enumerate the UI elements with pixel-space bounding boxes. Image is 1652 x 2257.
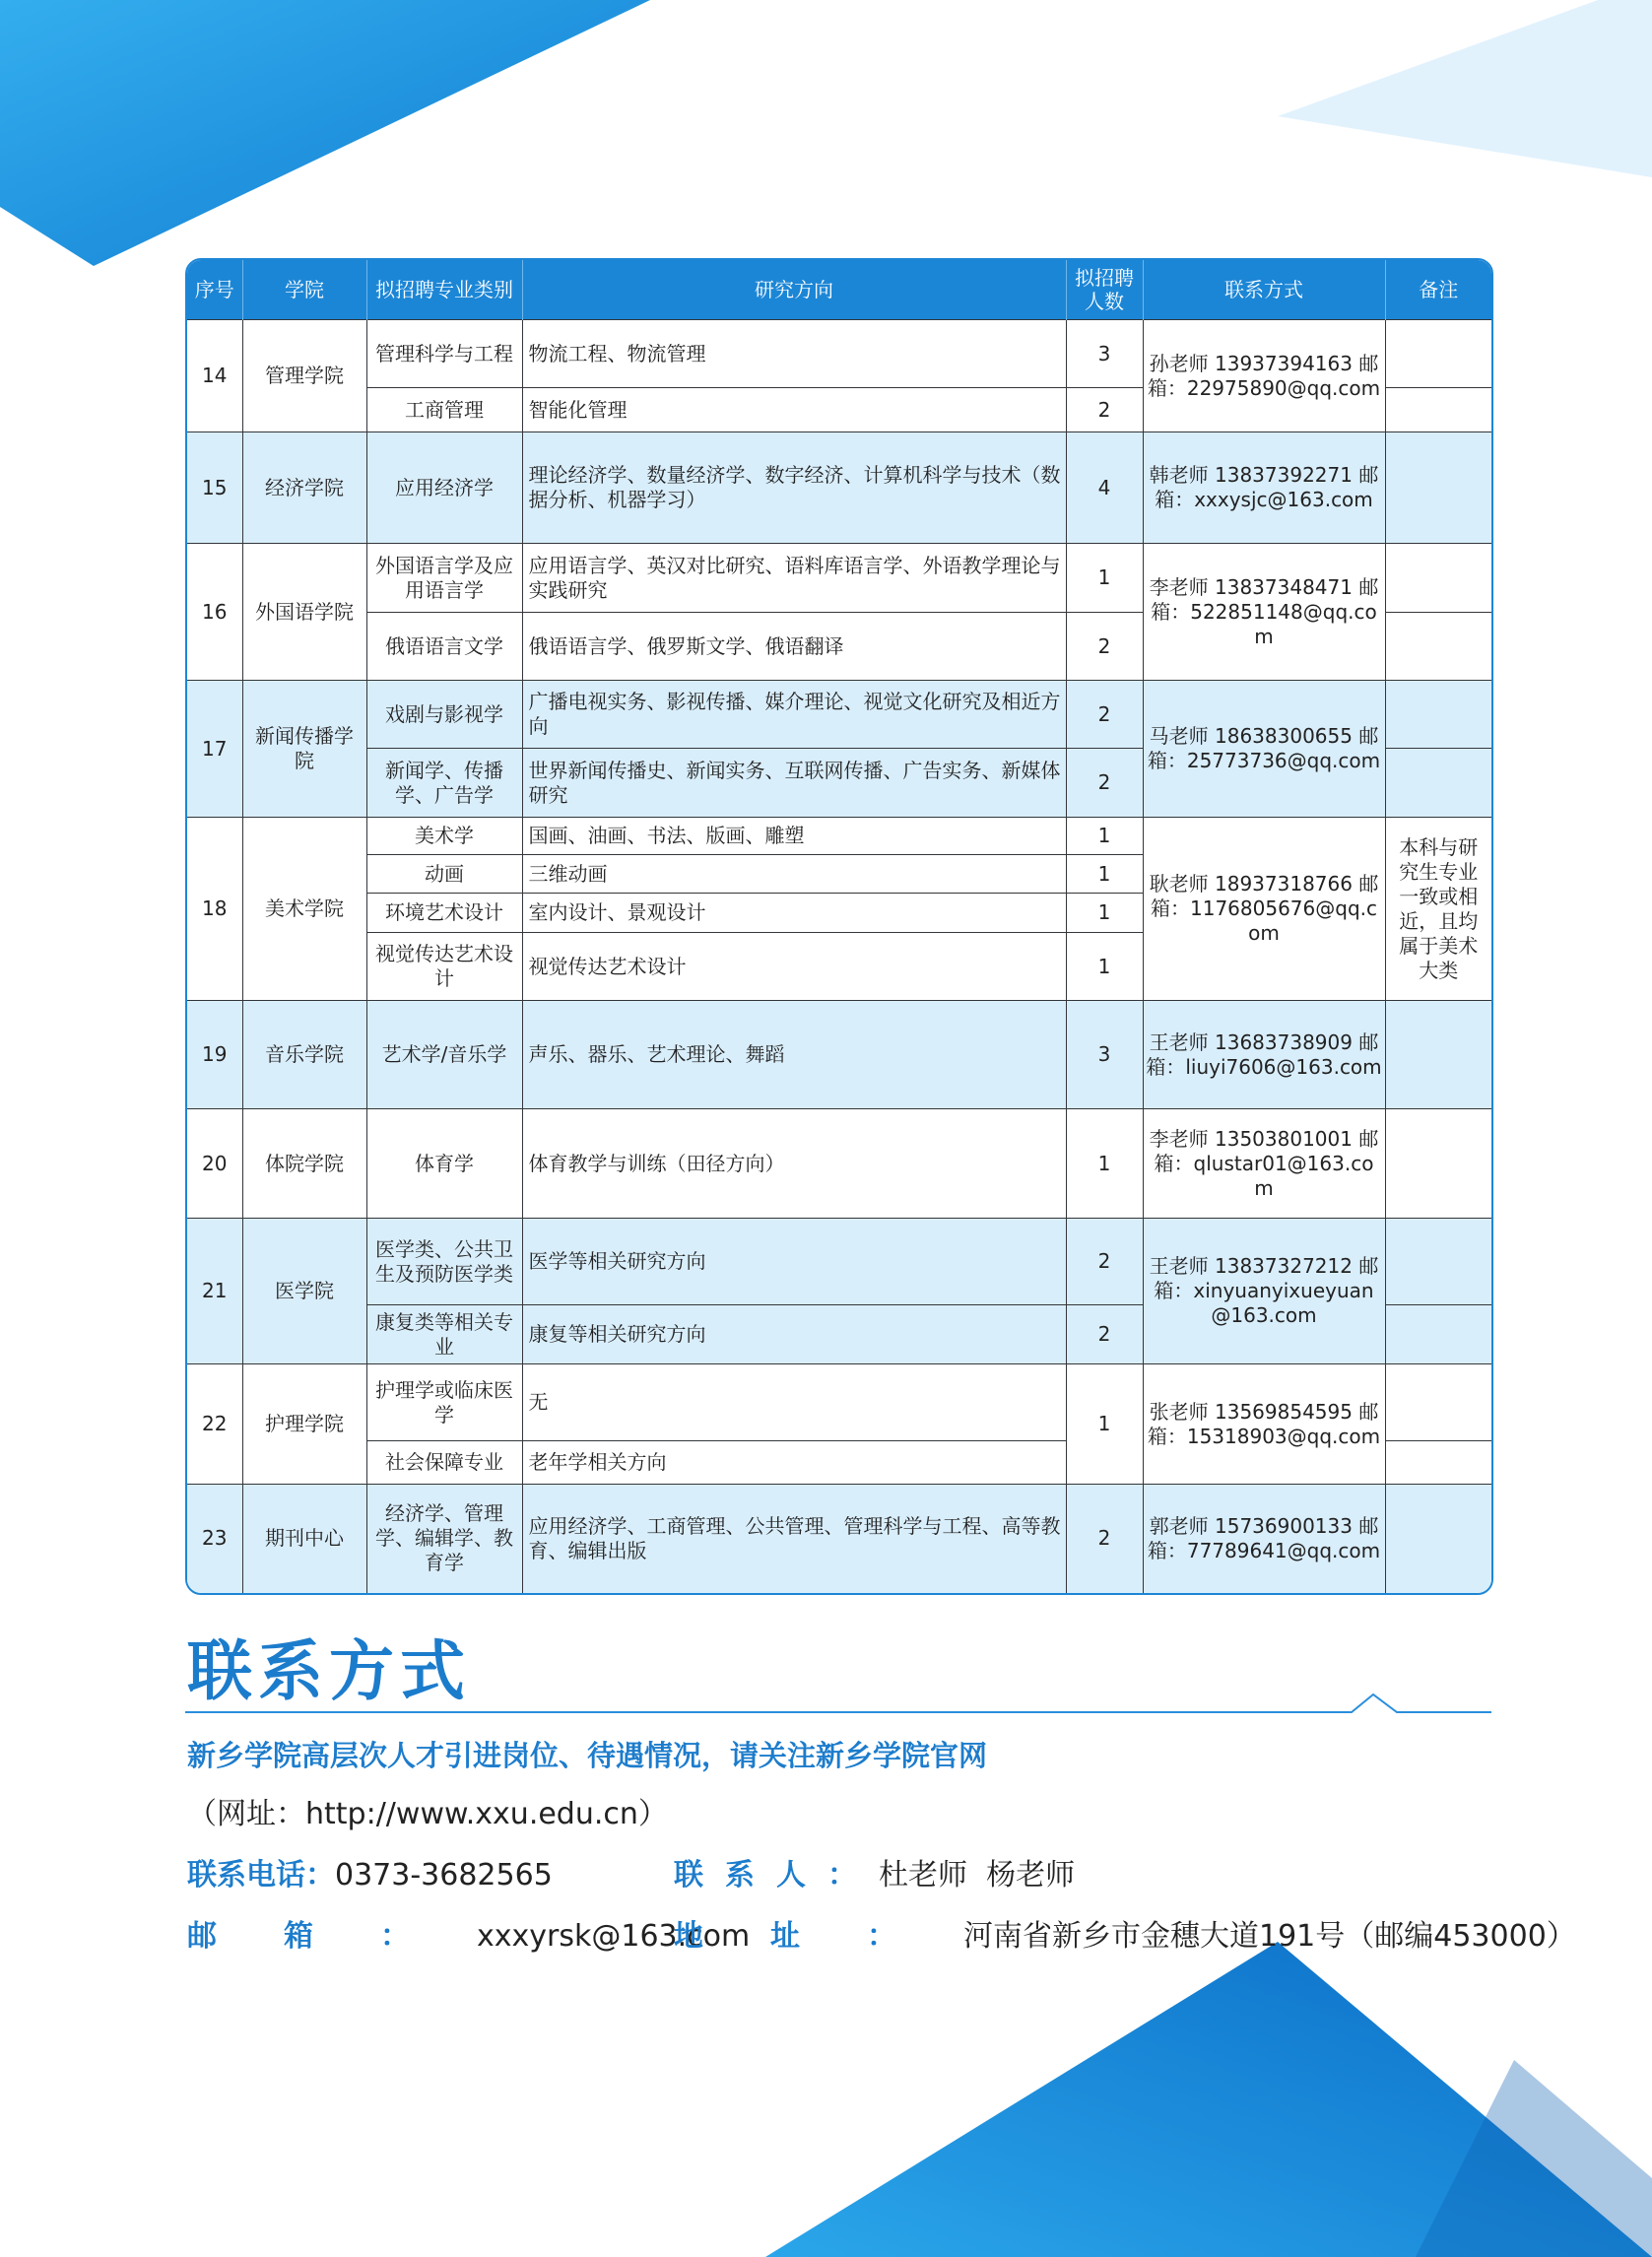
row-college: 护理学院 (242, 1364, 366, 1485)
row-direction: 体育教学与训练（田径方向） (522, 1109, 1066, 1219)
row-remark (1385, 544, 1491, 613)
row-direction: 智能化管理 (522, 388, 1066, 432)
table-row (187, 1485, 1491, 1593)
row-contact: 韩老师 13837392271 邮箱：xxxysjc@163.com (1143, 432, 1385, 544)
row-college: 美术学院 (242, 818, 366, 1001)
row-major: 环境艺术设计 (366, 894, 522, 933)
row-college: 体院学院 (242, 1109, 366, 1219)
address-label: 地址： (674, 1919, 963, 1954)
row-count: 4 (1066, 432, 1143, 544)
row-no: 22 (187, 1364, 242, 1485)
row-contact: 耿老师 18937318766 邮箱：1176805676@qq.com (1143, 818, 1385, 1001)
row-count: 1 (1066, 1364, 1143, 1485)
row-direction: 三维动画 (522, 855, 1066, 894)
row-direction: 视觉传达艺术设计 (522, 933, 1066, 1001)
row-contact: 李老师 13503801001 邮箱：qlustar01@163.com (1143, 1109, 1385, 1219)
row-count: 1 (1066, 544, 1143, 613)
header-no: 序号 (187, 260, 242, 320)
row-remark (1385, 1109, 1491, 1219)
row-major: 外国语言学及应用语言学 (366, 544, 522, 613)
row-major: 管理科学与工程 (366, 320, 522, 388)
row-no: 18 (187, 818, 242, 1001)
email-value: xxxyrsk@163.com (477, 1919, 751, 1954)
table-header-row (187, 260, 1491, 320)
row-contact: 郭老师 15736900133 邮箱：77789641@qq.com (1143, 1485, 1385, 1593)
row-remark (1385, 1364, 1491, 1441)
row-remark (1385, 749, 1491, 818)
table-row (187, 818, 1491, 855)
row-direction: 广播电视实务、影视传播、媒介理论、视觉文化研究及相近方向 (522, 681, 1066, 749)
row-direction: 理论经济学、数量经济学、数字经济、计算机科学与技术（数据分析、机器学习） (522, 432, 1066, 544)
row-no: 15 (187, 432, 242, 544)
table-row (187, 1109, 1491, 1219)
row-direction: 应用经济学、工商管理、公共管理、管理科学与工程、高等教育、编辑出版 (522, 1485, 1066, 1593)
row-major: 动画 (366, 855, 522, 894)
row-remark (1385, 1219, 1491, 1305)
table-row (187, 432, 1491, 544)
row-remark (1385, 432, 1491, 544)
row-count: 2 (1066, 1219, 1143, 1305)
row-count: 1 (1066, 1109, 1143, 1219)
row-major: 俄语语言文学 (366, 613, 522, 681)
row-direction: 室内设计、景观设计 (522, 894, 1066, 933)
row-count: 2 (1066, 1305, 1143, 1364)
row-college: 外国语学院 (242, 544, 366, 681)
row-no: 14 (187, 320, 242, 432)
row-direction: 国画、油画、书法、版画、雕塑 (522, 818, 1066, 855)
row-major: 新闻学、传播学、广告学 (366, 749, 522, 818)
row-college: 期刊中心 (242, 1485, 366, 1593)
decorative-triangle-top-left (0, 0, 670, 276)
row-direction: 老年学相关方向 (522, 1441, 1066, 1485)
row-major: 工商管理 (366, 388, 522, 432)
section-divider (185, 1689, 1491, 1718)
row-contact: 孙老师 13937394163 邮箱：22975890@qq.com (1143, 320, 1385, 432)
row-no: 17 (187, 681, 242, 818)
row-contact: 王老师 13683738909 邮箱：liuyi7606@163.com (1143, 1001, 1385, 1109)
person-info (674, 1856, 1075, 1895)
person-value: 杜老师 杨老师 (879, 1858, 1076, 1892)
row-remark: 本科与研究生专业一致或相近，且均属于美术大类 (1385, 818, 1491, 1001)
row-major: 应用经济学 (366, 432, 522, 544)
row-direction: 医学等相关研究方向 (522, 1219, 1066, 1305)
row-major: 美术学 (366, 818, 522, 855)
address-info (674, 1917, 1576, 1957)
table-row (187, 1001, 1491, 1109)
row-direction: 世界新闻传播史、新闻实务、互联网传播、广告实务、新媒体研究 (522, 749, 1066, 818)
row-contact: 王老师 13837327212 邮箱：xinyuanyixueyuan@163.com (1143, 1219, 1385, 1364)
row-college: 医学院 (242, 1219, 366, 1364)
row-count: 1 (1066, 818, 1143, 855)
header-contact: 联系方式 (1143, 260, 1385, 320)
header-major: 拟招聘专业类别 (366, 260, 522, 320)
row-count: 2 (1066, 1485, 1143, 1593)
row-direction: 俄语语言学、俄罗斯文学、俄语翻译 (522, 613, 1066, 681)
row-remark (1385, 320, 1491, 388)
row-direction: 声乐、器乐、艺术理论、舞蹈 (522, 1001, 1066, 1109)
row-count: 2 (1066, 681, 1143, 749)
row-major: 康复类等相关专业 (366, 1305, 522, 1364)
row-major: 艺术学/音乐学 (366, 1001, 522, 1109)
header-college: 学院 (242, 260, 366, 320)
row-college: 音乐学院 (242, 1001, 366, 1109)
row-no: 20 (187, 1109, 242, 1219)
row-major: 视觉传达艺术设计 (366, 933, 522, 1001)
row-remark (1385, 1305, 1491, 1364)
phone-value: 0373-3682565 (335, 1858, 553, 1892)
row-no: 19 (187, 1001, 242, 1109)
row-remark (1385, 613, 1491, 681)
row-major: 护理学或临床医学 (366, 1364, 522, 1441)
row-contact: 李老师 13837348471 邮箱：522851148@qq.com (1143, 544, 1385, 681)
row-college: 管理学院 (242, 320, 366, 432)
row-count: 2 (1066, 613, 1143, 681)
header-direction: 研究方向 (522, 260, 1066, 320)
row-contact: 马老师 18638300655 邮箱：25773736@qq.com (1143, 681, 1385, 818)
row-no: 21 (187, 1219, 242, 1364)
row-no: 16 (187, 544, 242, 681)
section-title: 联系方式 (187, 1632, 471, 1709)
row-count: 3 (1066, 320, 1143, 388)
row-college: 经济学院 (242, 432, 366, 544)
row-major: 戏剧与影视学 (366, 681, 522, 749)
address-value: 河南省新乡市金穗大道191号（邮编453000） (963, 1919, 1576, 1954)
decorative-triangle-top-right (1278, 0, 1652, 177)
header-remark: 备注 (1385, 260, 1491, 320)
row-major: 社会保障专业 (366, 1441, 522, 1485)
row-count: 2 (1066, 749, 1143, 818)
row-major: 经济学、管理学、编辑学、教育学 (366, 1485, 522, 1593)
row-major: 医学类、公共卫生及预防医学类 (366, 1219, 522, 1305)
row-direction: 康复等相关研究方向 (522, 1305, 1066, 1364)
row-remark (1385, 1001, 1491, 1109)
row-count: 2 (1066, 388, 1143, 432)
row-contact: 张老师 13569854595 邮箱：15318903@qq.com (1143, 1364, 1385, 1485)
row-remark (1385, 388, 1491, 432)
email-info (187, 1917, 750, 1957)
email-label: 邮箱： (187, 1919, 477, 1954)
decorative-triangle-bottom-right (765, 1942, 1652, 2257)
row-no: 23 (187, 1485, 242, 1593)
row-remark (1385, 681, 1491, 749)
recruitment-table (185, 258, 1493, 1595)
row-remark (1385, 1485, 1491, 1593)
row-count: 1 (1066, 855, 1143, 894)
table-row (187, 1219, 1491, 1305)
person-label: 联系人： (674, 1858, 879, 1892)
row-remark (1385, 1441, 1491, 1485)
row-count: 3 (1066, 1001, 1143, 1109)
row-direction: 无 (522, 1364, 1066, 1441)
table-row (187, 1364, 1491, 1441)
table-row (187, 681, 1491, 749)
phone-label: 联系电话： (187, 1858, 335, 1892)
row-direction: 应用语言学、英汉对比研究、语料库语言学、外语教学理论与实践研究 (522, 544, 1066, 613)
website-line: （网址：http://www.xxu.edu.cn） (187, 1797, 668, 1831)
row-major: 体育学 (366, 1109, 522, 1219)
phone-info (187, 1856, 553, 1895)
row-count: 1 (1066, 894, 1143, 933)
header-count: 拟招聘人数 (1066, 260, 1143, 320)
row-count: 1 (1066, 933, 1143, 1001)
row-college: 新闻传播学院 (242, 681, 366, 818)
recruitment-notice: 新乡学院高层次人才引进岗位、待遇情况，请关注新乡学院官网 (187, 1739, 988, 1772)
table-row (187, 544, 1491, 613)
row-direction: 物流工程、物流管理 (522, 320, 1066, 388)
table-row (187, 320, 1491, 388)
